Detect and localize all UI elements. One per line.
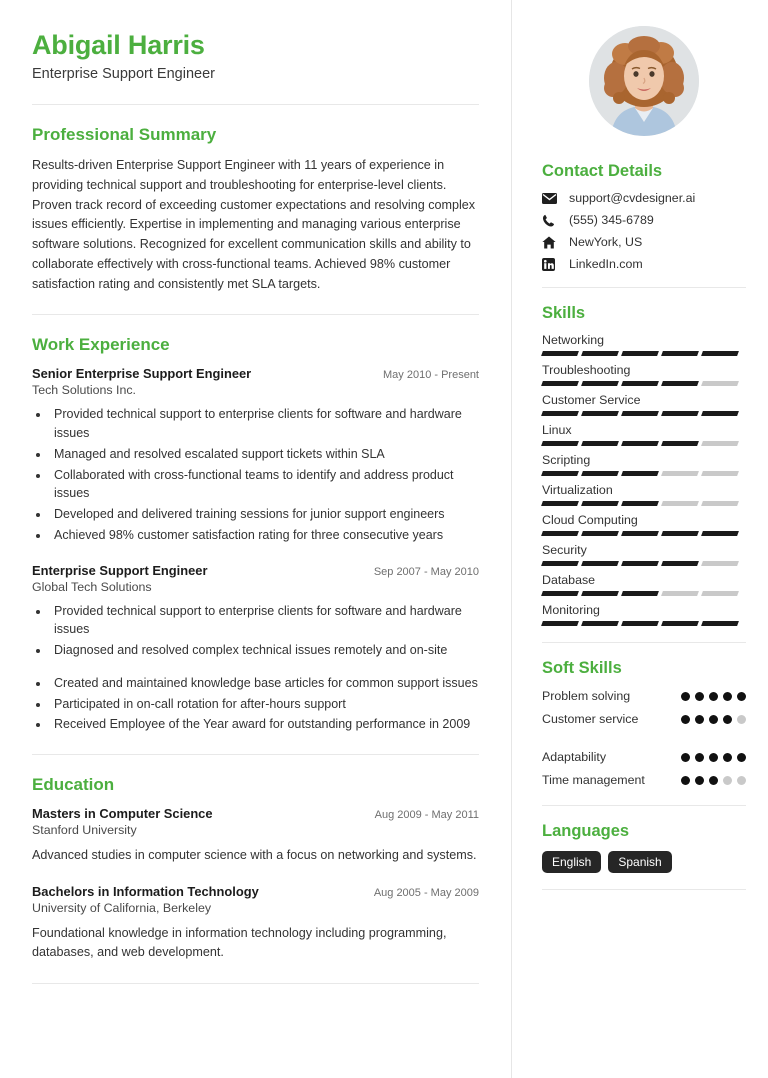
skill-level-bars: [542, 351, 746, 356]
work-entry-head: [32, 563, 479, 578]
soft-skill-level-dot: [737, 715, 746, 724]
work-entry-bullets: [50, 602, 479, 735]
soft-skill-level-dot: [709, 753, 718, 762]
skill-level-segment: [701, 621, 739, 626]
soft-skill-level-dots: [681, 753, 746, 762]
soft-skill-label: Problem solving: [542, 689, 631, 703]
work-entry-role: Senior Enterprise Support Engineer: [32, 366, 252, 382]
divider: [32, 983, 479, 984]
skill-level-segment: [701, 351, 739, 356]
skill-level-bars: [542, 621, 746, 626]
divider: [542, 805, 746, 806]
skill-level-segment: [581, 441, 619, 446]
work-entry-role: Enterprise Support Engineer: [32, 562, 208, 578]
soft-skills-list: [542, 688, 746, 789]
soft-skill-level-dot: [723, 715, 732, 724]
skill-level-segment: [701, 501, 739, 506]
work-entry: [32, 366, 479, 544]
skill-level-bars: [542, 441, 746, 446]
skill-level-segment: [661, 381, 699, 386]
skill-level-segment: [661, 531, 699, 536]
section-title-summary: Professional Summary: [32, 125, 217, 145]
skill-item: [542, 513, 746, 536]
skill-level-segment: [621, 561, 659, 566]
work-entry-organization: Global Tech Solutions: [32, 579, 152, 594]
contact-item-linkedin[interactable]: [542, 257, 746, 271]
education-entry-description: Advanced studies in computer science with a focus on networking and systems.: [32, 848, 477, 863]
skill-level-segment: [581, 501, 619, 506]
education-entry-date: Aug 2009 - May 2011: [374, 809, 479, 822]
skill-level-segment: [701, 471, 739, 476]
right-column: [512, 0, 768, 1078]
skill-level-segment: [541, 501, 579, 506]
education-entry-head: [32, 884, 479, 899]
list-item: • Managed and resolved escalated support tickets within SLA: [50, 445, 479, 464]
soft-skill-row: [542, 711, 746, 728]
skill-item: [542, 363, 746, 386]
skill-item: [542, 423, 746, 446]
skill-label: Security: [542, 543, 587, 557]
divider: [32, 104, 479, 105]
section-education: [32, 775, 479, 963]
list-item: • Participated in on-call rotation for after-hours support: [50, 695, 479, 714]
skill-level-segment: [621, 441, 659, 446]
education-entry: [32, 806, 479, 866]
soft-skill-level-dot: [737, 776, 746, 785]
skill-item: [542, 483, 746, 506]
skill-item: [542, 333, 746, 356]
section-title-languages: Languages: [542, 821, 630, 840]
avatar-wrap: [542, 26, 746, 136]
page-title: Abigail Harris: [32, 30, 205, 60]
soft-skill-level-dot: [681, 715, 690, 724]
summary-text: Results-driven Enterprise Support Engineer with 11 years of experience in providing technical support and troubleshooting for enterprise-level clients. Proven track record of exceeding customer expectations and resolving complex issues efficiently. Expertise in implementing and managing various enterprise software solutions. Recognized for excellent communication skills and ability to collaborate effectively with cross-functional teams. Achieved 98% customer satisfaction rating and consistently met SLA targets.: [32, 158, 476, 291]
section-contact-details: [542, 162, 746, 271]
divider: [542, 889, 746, 890]
phone-icon: [542, 213, 559, 227]
soft-skill-level-dot: [695, 715, 704, 724]
header-block: [32, 30, 479, 82]
list-item: • Diagnosed and resolved complex technical issues remotely and on-site: [50, 641, 479, 660]
soft-skill-level-dot: [723, 692, 732, 701]
education-entry-degree: Masters in Computer Science: [32, 806, 213, 822]
skill-level-bars: [542, 531, 746, 536]
section-title-work-experience: Work Experience: [32, 335, 170, 355]
avatar: [589, 26, 699, 136]
skill-item: [542, 603, 746, 626]
skill-level-segment: [541, 561, 579, 566]
skill-level-segment: [621, 471, 659, 476]
education-entry-school: University of California, Berkeley: [32, 900, 212, 915]
soft-skill-label: Time management: [542, 773, 645, 788]
skill-item: [542, 453, 746, 476]
skill-level-bars: [542, 471, 746, 476]
section-professional-summary: [32, 125, 479, 294]
contact-item-phone[interactable]: [542, 213, 746, 227]
skill-level-bars: [542, 561, 746, 566]
skill-level-segment: [621, 621, 659, 626]
contact-item-location[interactable]: [542, 235, 746, 249]
soft-skill-level-dots: [681, 715, 746, 724]
skill-level-segment: [541, 351, 579, 356]
linkedin-icon: [542, 257, 559, 271]
soft-skill-level-dot: [681, 753, 690, 762]
soft-skill-row: [542, 688, 746, 705]
skill-label: Linux: [542, 423, 572, 437]
soft-skill-level-dots: [681, 776, 746, 785]
soft-skill-level-dot: [723, 776, 732, 785]
work-entry-bullets: [50, 405, 479, 544]
skill-item: [542, 393, 746, 416]
skill-label: Cloud Computing: [542, 513, 638, 527]
skill-level-segment: [581, 591, 619, 596]
list-item: • Developed and delivered training sessions for junior support engineers: [50, 505, 479, 524]
skill-label: Monitoring: [542, 603, 600, 617]
skill-level-segment: [701, 531, 739, 536]
soft-skill-label: Adaptability: [542, 750, 607, 765]
skill-level-bars: [542, 381, 746, 386]
skill-label: Networking: [542, 333, 604, 347]
section-title-education: Education: [32, 775, 115, 795]
skill-level-bars: [542, 501, 746, 506]
soft-skill-row: [542, 749, 746, 766]
skill-level-segment: [541, 411, 579, 416]
skill-level-segment: [661, 561, 699, 566]
soft-skill-level-dot: [737, 692, 746, 701]
soft-skill-level-dots: [681, 692, 746, 701]
skill-level-segment: [581, 471, 619, 476]
work-entry: [32, 563, 479, 735]
soft-skill-spacer: [542, 733, 746, 749]
home-icon: [542, 235, 559, 249]
soft-skill-label: Customer service: [542, 711, 639, 726]
language-tag: English: [542, 851, 601, 873]
skill-label: Virtualization: [542, 483, 613, 497]
skill-level-segment: [661, 621, 699, 626]
skill-label: Customer Service: [542, 393, 641, 407]
skill-level-segment: [541, 471, 579, 476]
section-soft-skills: [542, 659, 746, 789]
list-item: • Collaborated with cross-functional teams to identify and address product issues: [50, 466, 479, 504]
skill-label: Database: [542, 573, 596, 587]
profile-photo-illustration: [589, 26, 699, 136]
skill-level-segment: [581, 531, 619, 536]
skill-level-segment: [581, 351, 619, 356]
contact-value-linkedin: LinkedIn.com: [569, 257, 643, 271]
section-title-skills: Skills: [542, 304, 586, 322]
skill-level-segment: [661, 471, 699, 476]
list-item: • Achieved 98% customer satisfaction rating for three consecutive years: [50, 526, 479, 545]
work-entry-head: [32, 366, 479, 381]
contact-value-email: support@cvdesigner.ai: [569, 191, 696, 205]
education-entry-date: Aug 2005 - May 2009: [373, 886, 479, 899]
soft-skill-row: [542, 772, 746, 789]
skill-level-segment: [541, 441, 579, 446]
skill-level-segment: [621, 381, 659, 386]
section-title-contact: Contact Details: [542, 162, 663, 180]
envelope-icon: [542, 191, 559, 205]
skill-level-segment: [701, 441, 739, 446]
skill-level-segment: [661, 441, 699, 446]
skills-list: [542, 333, 746, 626]
education-entry-school: Stanford University: [32, 823, 137, 838]
skill-level-segment: [621, 501, 659, 506]
skill-level-segment: [621, 531, 659, 536]
soft-skill-level-dot: [695, 776, 704, 785]
skill-level-bars: [542, 411, 746, 416]
contact-item-email[interactable]: [542, 191, 746, 205]
languages-list: [542, 851, 746, 873]
list-item-spacer: [50, 662, 479, 672]
divider: [32, 754, 479, 755]
list-item: • Received Employee of the Year award for outstanding performance in 2009: [50, 715, 479, 734]
header-job-title: Enterprise Support Engineer: [32, 66, 215, 83]
skill-level-segment: [661, 501, 699, 506]
skill-level-segment: [661, 351, 699, 356]
skill-level-segment: [621, 351, 659, 356]
skill-level-segment: [581, 381, 619, 386]
education-entry-description: Foundational knowledge in information technology including programming, databases, and web development.: [32, 925, 447, 960]
soft-skill-level-dot: [695, 753, 704, 762]
skill-level-bars: [542, 591, 746, 596]
divider: [542, 287, 746, 288]
skill-item: [542, 543, 746, 566]
soft-skill-level-dot: [681, 692, 690, 701]
section-skills: [542, 304, 746, 626]
skill-level-segment: [541, 591, 579, 596]
education-entry-degree: Bachelors in Information Technology: [32, 883, 259, 899]
skill-level-segment: [701, 591, 739, 596]
contact-value-phone: (555) 345-6789: [569, 213, 654, 227]
section-title-soft-skills: Soft Skills: [542, 659, 622, 677]
work-entry-organization: Tech Solutions Inc.: [32, 383, 137, 398]
soft-skill-level-dot: [737, 753, 746, 762]
education-entry: [32, 884, 479, 963]
work-entry-date: May 2010 - Present: [383, 369, 479, 382]
skill-level-segment: [581, 621, 619, 626]
contact-value-location: NewYork, US: [569, 235, 643, 249]
skill-level-segment: [581, 411, 619, 416]
skill-level-segment: [621, 411, 659, 416]
skill-level-segment: [701, 411, 739, 416]
list-item: • Created and maintained knowledge base articles for common support issues: [50, 674, 479, 693]
skill-level-segment: [701, 561, 739, 566]
skill-level-segment: [621, 591, 659, 596]
skill-level-segment: [541, 531, 579, 536]
soft-skill-level-dot: [709, 692, 718, 701]
skill-level-segment: [541, 381, 579, 386]
soft-skill-level-dot: [681, 776, 690, 785]
skill-level-segment: [701, 381, 739, 386]
section-languages: [542, 822, 746, 873]
soft-skill-level-dot: [695, 692, 704, 701]
skill-level-segment: [661, 411, 699, 416]
skill-label: Troubleshooting: [542, 363, 631, 377]
education-entry-head: [32, 806, 479, 821]
list-item: • Provided technical support to enterprise clients for software and hardware issues: [50, 602, 479, 640]
skill-level-segment: [581, 561, 619, 566]
divider: [32, 314, 479, 315]
soft-skill-level-dot: [709, 715, 718, 724]
work-entry-date: Sep 2007 - May 2010: [373, 565, 479, 578]
skill-item: [542, 573, 746, 596]
skill-level-segment: [541, 621, 579, 626]
soft-skill-level-dot: [723, 753, 732, 762]
skill-label: Scripting: [542, 453, 591, 467]
section-work-experience: [32, 335, 479, 734]
soft-skill-level-dot: [709, 776, 718, 785]
divider: [542, 642, 746, 643]
skill-level-segment: [661, 591, 699, 596]
language-tag: Spanish: [608, 851, 671, 873]
list-item: • Provided technical support to enterprise clients for software and hardware issues: [50, 405, 479, 443]
